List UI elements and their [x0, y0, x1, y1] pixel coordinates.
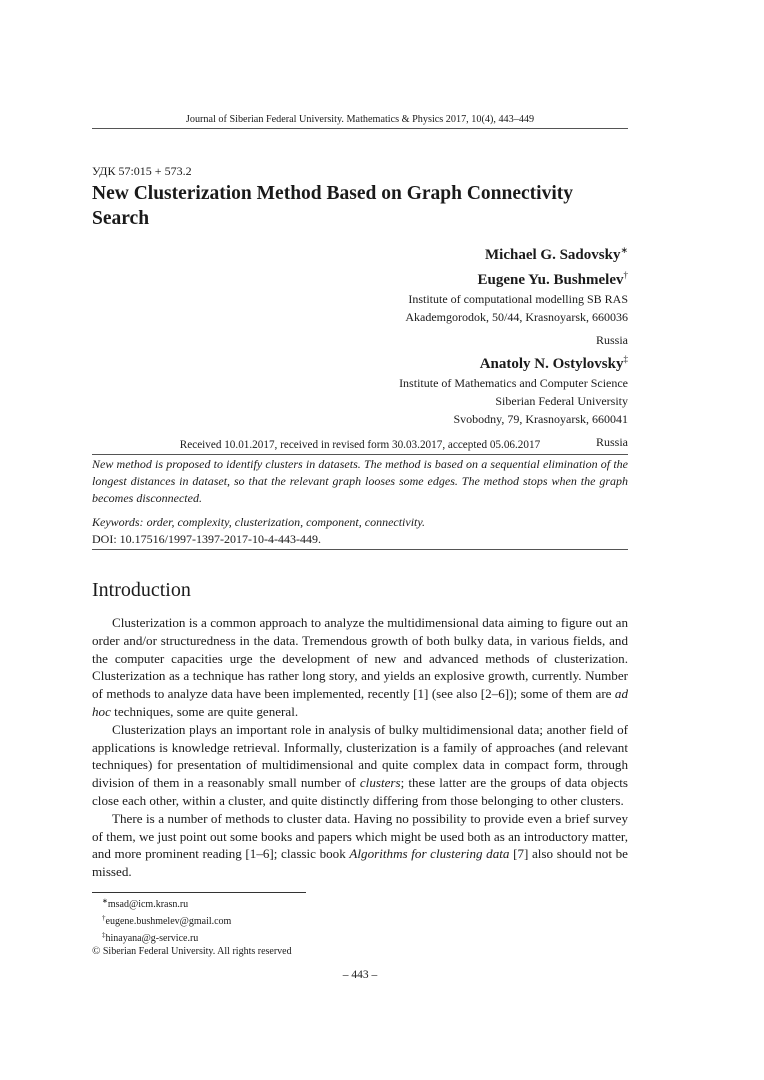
footnote: †eugene.bushmelev@gmail.com	[102, 913, 232, 927]
abstract-bottom-rule	[92, 549, 628, 550]
author-block	[399, 240, 628, 451]
doi[interactable]: DOI: 10.17516/1997-1397-2017-10-4-443-449.	[92, 532, 321, 546]
paragraph: There is a number of methods to cluster data. Having no possibility to provide even a brief survey of them, we just point out some books and papers which might be used both as an introductory matter, and more prominent reading [1–6]; classic book Algorithms for clustering data [7] also should not be missed.	[92, 810, 628, 880]
affiliation-country: Russia	[595, 333, 628, 347]
affiliation-line: Svobodny, 79, Krasnoyarsk, 660041	[453, 412, 628, 426]
affiliation-line: Akademgorodok, 50/44, Krasnoyarsk, 660036	[405, 310, 628, 324]
received-dates: Received 10.01.2017, received in revised form 30.03.2017, accepted 05.06.2017	[179, 439, 541, 451]
author-name: Anatoly N. Ostylovsky‡	[479, 354, 628, 372]
header-rule	[92, 128, 628, 129]
keywords-label: Keywords:	[92, 515, 144, 529]
footnote-email[interactable]: eugene.bushmelev@gmail.com	[105, 915, 232, 927]
affiliation-line: Institute of Mathematics and Computer Science	[399, 376, 628, 390]
abstract-top-rule	[92, 454, 628, 455]
introduction-body	[92, 614, 628, 881]
footnote-email[interactable]: msad@icm.krasn.ru	[107, 899, 189, 910]
paragraph: Clusterization plays an important role in analysis of bulky multidimensional data; another field of applications is knowledge retrieval. Informally, clusterization is a family of approaches (and relevant techniques) for presentation of multidimensional and quite complex data in compact form, through division of them in a reasonably small number of clusters; these latter are the groups of data objects close each other, within a cluster, and quite distinctly differing from those belonging to other clusters.	[92, 721, 629, 808]
footnote: ‡hinayana@g-service.ru	[102, 930, 199, 944]
footnote-email[interactable]: hinayana@g-service.ru	[105, 932, 199, 944]
udk-code: УДК 57:015 + 573.2	[92, 164, 192, 178]
running-head: Journal of Siberian Federal University. Mathematics & Physics 2017, 10(4), 443–449	[185, 114, 535, 125]
page-number: – 443 –	[342, 969, 378, 981]
footnote: ∗msad@icm.krasn.ru	[102, 897, 189, 910]
affiliation-line: Siberian Federal University	[495, 394, 628, 408]
affiliation-country: Russia	[595, 435, 628, 449]
keywords	[92, 514, 425, 531]
copyright-line: © Siberian Federal University. All rights reserved	[92, 945, 292, 958]
copyright-icon: ©	[92, 945, 101, 958]
paragraph: Clusterization is a common approach to analyze the multidimensional data aiming to figure out an order and/or structuredness in the data. Tremendous growth of both bulky data, in various fields, and the computer capacities urge the development of new and advanced methods of clusterization. Clusterization as a technique has rather long story, and yields an explosive growth, currently. Number of methods to analyze data have been implemented, recently [1] (see also [2–6]); some of them are ad hoc techniques, some are quite general.	[92, 615, 628, 719]
keywords-list: order, complexity, clusterization, component, connectivity.	[146, 515, 426, 529]
article-title: New Clusterization Method Based on Graph Connectivity Search	[92, 183, 573, 229]
abstract: New method is proposed to identify clusters in datasets. The method is based on a sequential elimination of the longest distances in dataset, so that the relevant graph looses some edges. The method stops when the graph becomes disconnected.	[92, 457, 628, 505]
footnotes	[92, 895, 292, 959]
section-heading-introduction: Introduction	[92, 579, 191, 601]
affiliation-line: Institute of computational modelling SB RAS	[408, 292, 628, 306]
author-name: Michael G. Sadovsky∗	[485, 245, 628, 263]
author-name: Eugene Yu. Bushmelev†	[477, 270, 628, 288]
footnote-rule	[92, 892, 306, 893]
